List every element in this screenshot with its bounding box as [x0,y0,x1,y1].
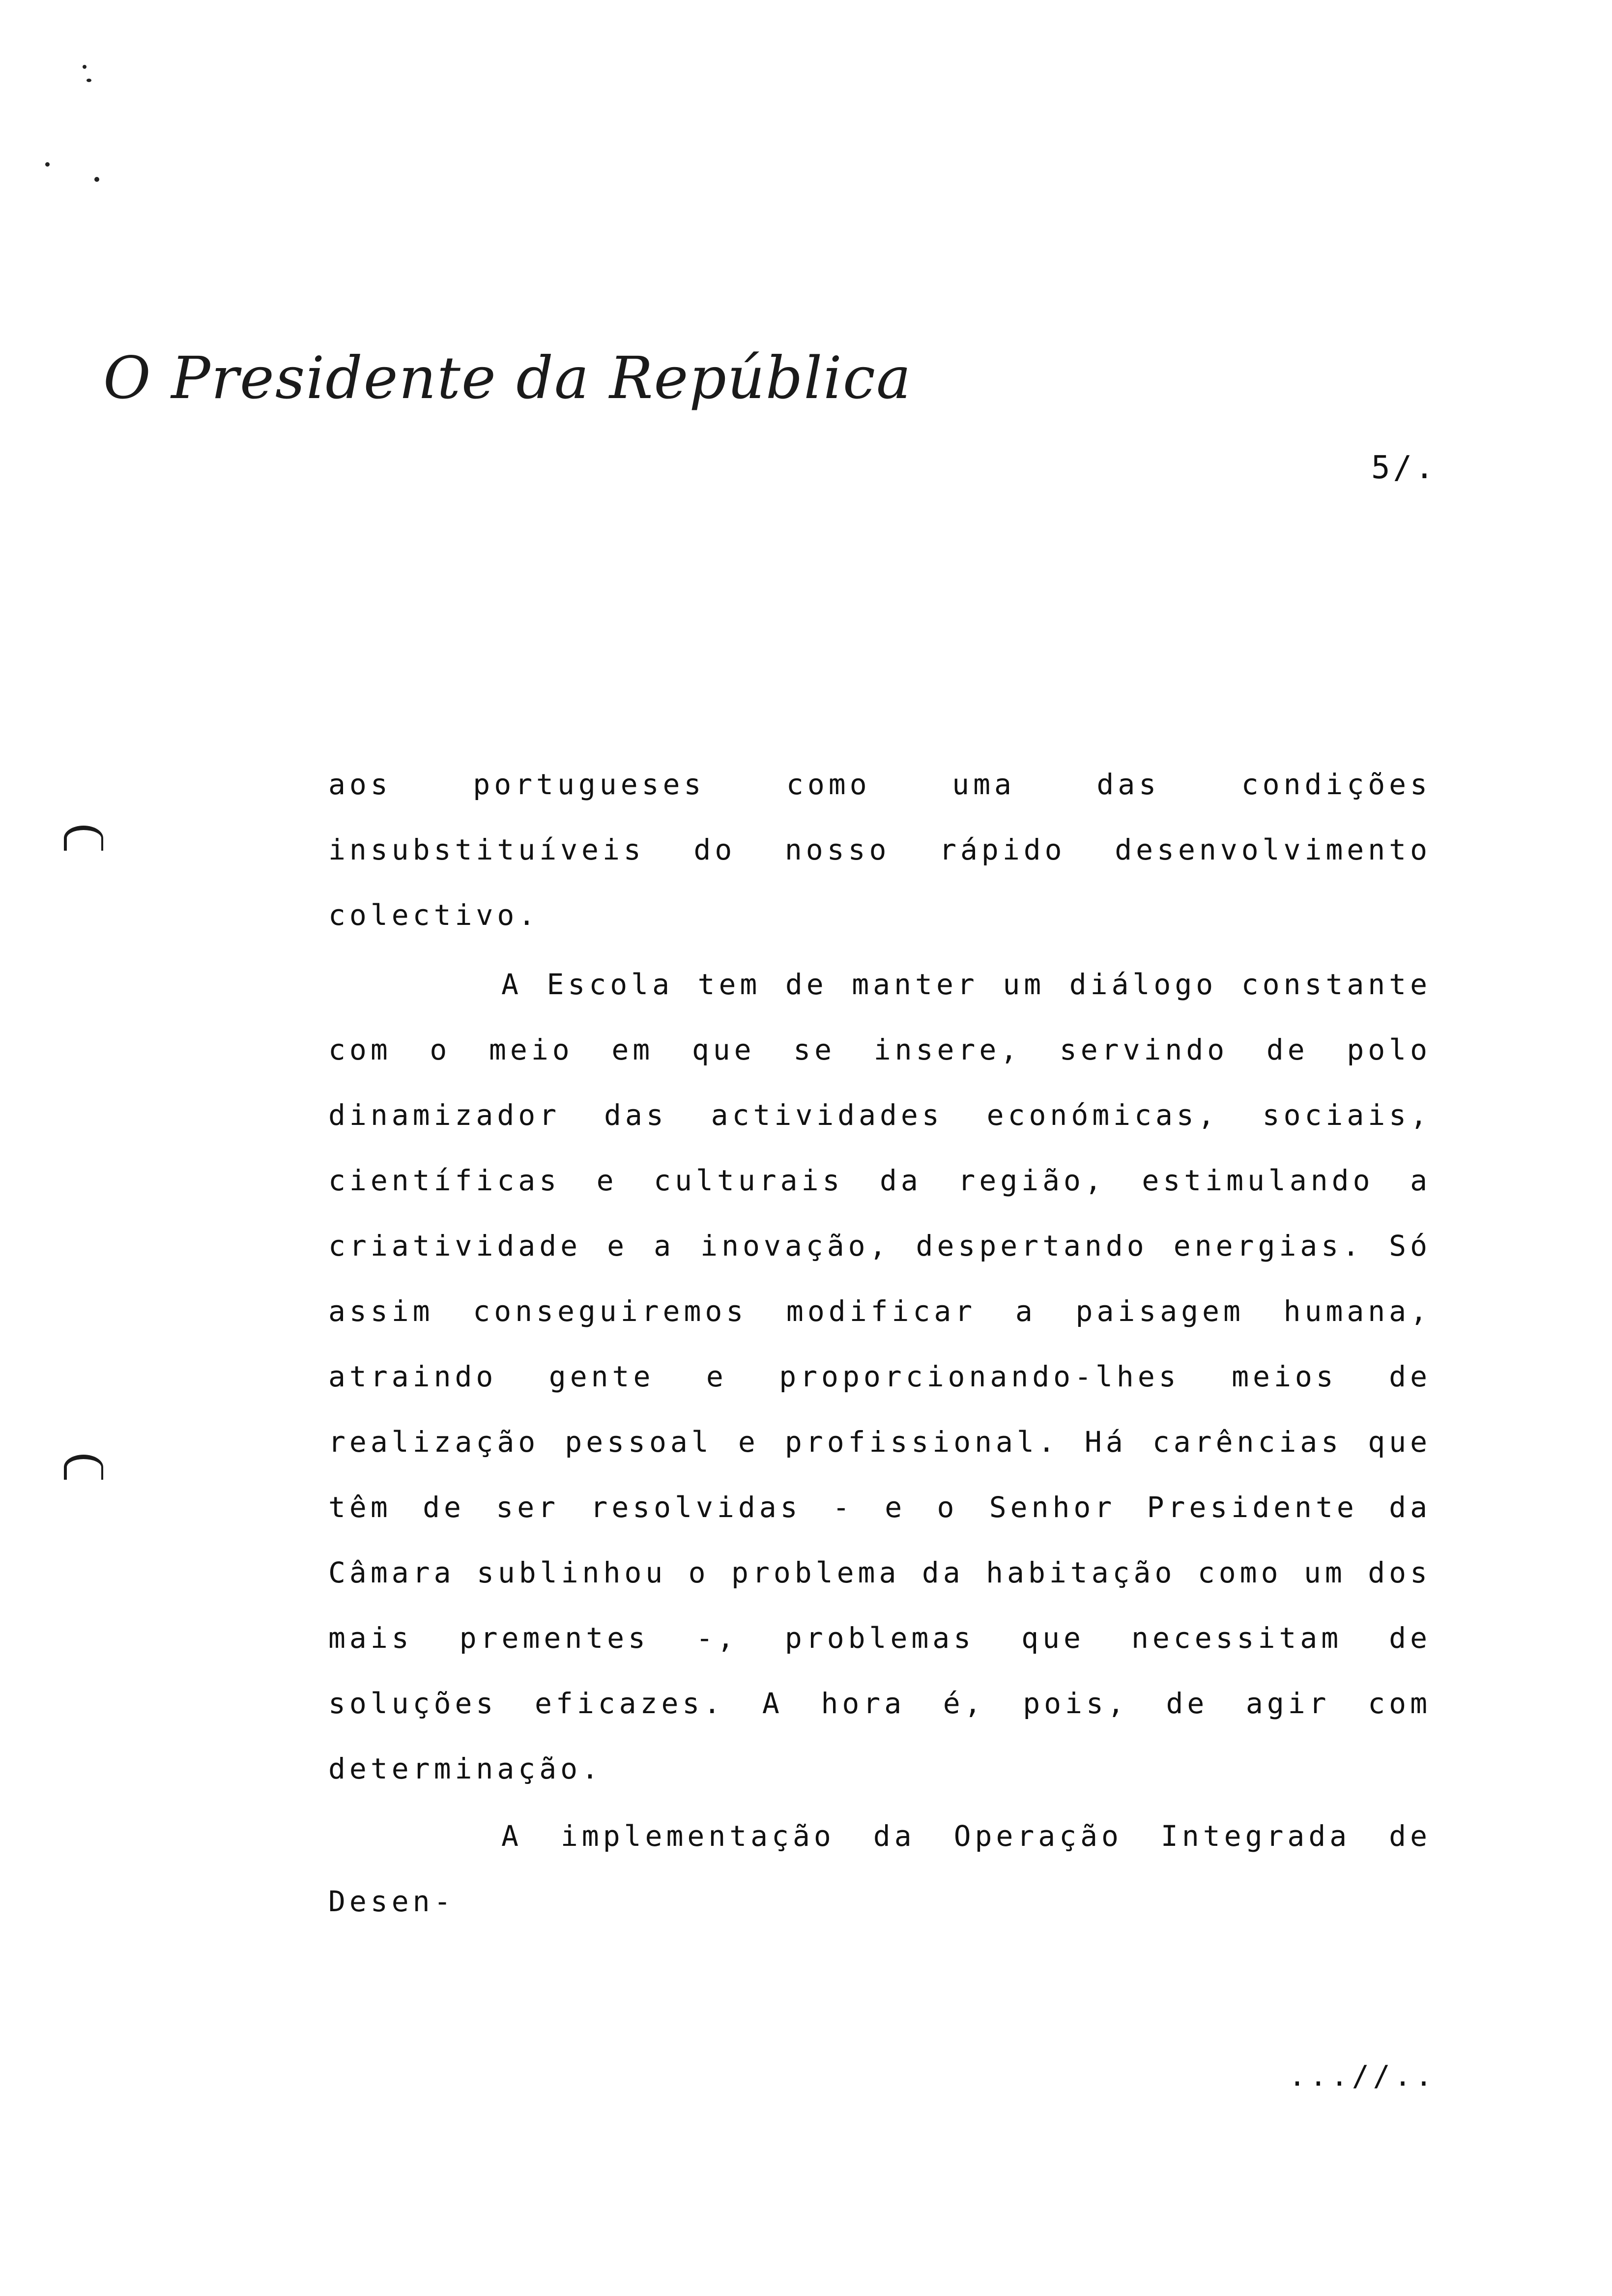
page-number: 5/. [1371,450,1437,486]
scan-speck [45,162,50,167]
paragraph: A implementação da Operação Integrada de Desen- [328,1819,1431,1918]
scan-speck [83,65,86,69]
scan-speck [86,79,91,82]
scan-speck [94,177,99,182]
letterhead: O Presidente da República [103,344,912,412]
continuation-mark: ...//.. [1289,2059,1437,2093]
paragraph: A Escola tem de manter um diálogo constante com o meio em que se insere, servindo de polo dinamizador das actividades económicas, sociais, científicas e culturais da região, estimulando a criatividade e a inovação, despertando energias. Só assim conseguiremos modificar a paisagem humana, atraindo gente e proporcionando-lhes meios de realização pessoal e profissional. Há carências que têm de ser resolvidas - e o Senhor Presidente da Câmara sublinhou o problema da habitação como um dos mais prementes -, problemas que necessitam de soluções eficazes. A hora é, pois, de agir com determinação. [328,968,1431,1785]
margin-mark [64,1455,103,1480]
paragraph: aos portugueses como uma das condições insubstituíveis do nosso rápido desenvolvimento colectivo. [328,768,1431,932]
margin-mark [64,826,103,851]
